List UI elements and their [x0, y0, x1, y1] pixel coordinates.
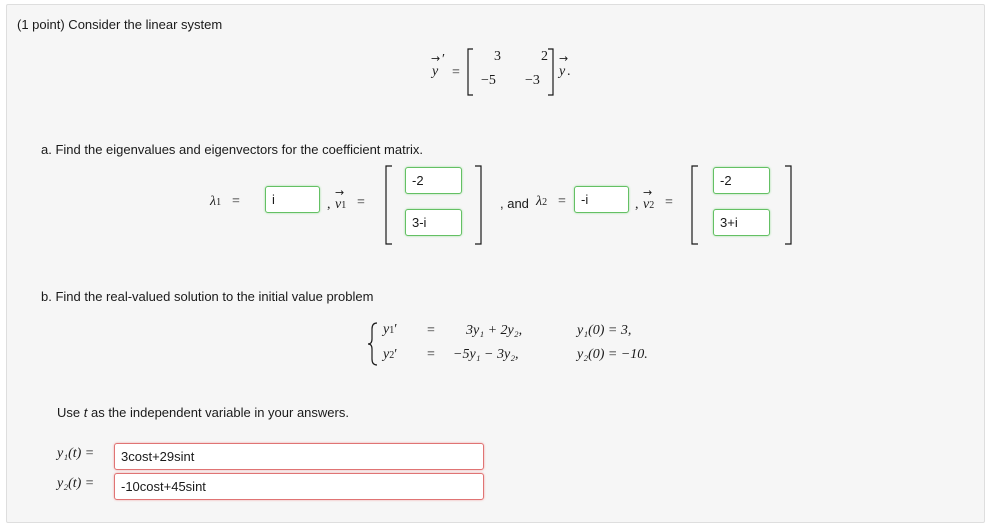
v2-bottom-input[interactable]: 3+i [713, 209, 770, 236]
v2-equals: = [665, 195, 673, 210]
and-text: , and [500, 196, 529, 211]
system-period: . [567, 64, 571, 79]
lambda1-equals: = [232, 194, 240, 209]
v2-label: v2 [643, 197, 655, 212]
matrix-r1c1: 3 [494, 49, 501, 64]
system-lhs: y [432, 64, 439, 79]
v2-right-bracket [783, 165, 793, 245]
v1-comma: , [327, 197, 331, 212]
vector-arrow-icon: → [643, 186, 653, 199]
eq2-lhs: y2′ [383, 347, 398, 362]
vector-arrow-icon: → [431, 52, 441, 65]
system-prime: ′ [442, 52, 446, 67]
y2-label: y₂(t) = [57, 476, 95, 491]
v2-top-input[interactable]: -2 [713, 167, 770, 194]
y2-answer-input[interactable]: -10cost+45sint [114, 473, 484, 500]
v2-left-bracket [690, 165, 700, 245]
v1-top-input[interactable]: -2 [405, 167, 462, 194]
eq1-equals: = [427, 323, 435, 338]
v1-label: v1 [335, 197, 347, 212]
system-rhs: y [559, 64, 566, 79]
v1-bottom-input[interactable]: 3-i [405, 209, 462, 236]
matrix-r2c1: −5 [481, 73, 496, 88]
part-b-prompt: b. Find the real-valued solution to the initial value problem [41, 289, 374, 304]
v2-comma: , [635, 197, 639, 212]
matrix-right-bracket [547, 48, 555, 96]
eq1-initial-condition: y₁(0) = 3, [577, 323, 632, 338]
lambda1-label: λ1 [210, 194, 222, 209]
system-brace [367, 322, 379, 366]
eq2-equals: = [427, 347, 435, 362]
eq2-rhs: −5y₁ − 3y₂, [453, 347, 519, 362]
v1-right-bracket [473, 165, 483, 245]
problem-intro: (1 point) Consider the linear system [17, 17, 223, 32]
lambda1-input[interactable]: i [265, 186, 320, 213]
y1-label: y₁(t) = [57, 446, 95, 461]
eq2-initial-condition: y₂(0) = −10. [577, 347, 648, 362]
vector-arrow-icon: → [335, 186, 345, 199]
instruction-text: Use t as the independent variable in your answers. [57, 405, 349, 420]
lambda2-equals: = [558, 194, 566, 209]
part-a-prompt: a. Find the eigenvalues and eigenvectors for the coefficient matrix. [41, 142, 424, 157]
y1-answer-input[interactable]: 3cost+29sint [114, 443, 484, 470]
v1-left-bracket [384, 165, 394, 245]
matrix-r1c2: 2 [541, 49, 548, 64]
eq1-lhs: y1′ [383, 322, 398, 337]
system-equals: = [452, 65, 460, 80]
eq1-rhs: 3y₁ + 2y₂, [466, 323, 523, 338]
v1-equals: = [357, 195, 365, 210]
problem-panel [6, 4, 985, 523]
matrix-r2c2: −3 [525, 73, 540, 88]
vector-arrow-icon: → [559, 52, 569, 65]
lambda2-input[interactable]: -i [574, 186, 629, 213]
lambda2-label: λ2 [536, 194, 548, 209]
matrix-left-bracket [466, 48, 474, 96]
